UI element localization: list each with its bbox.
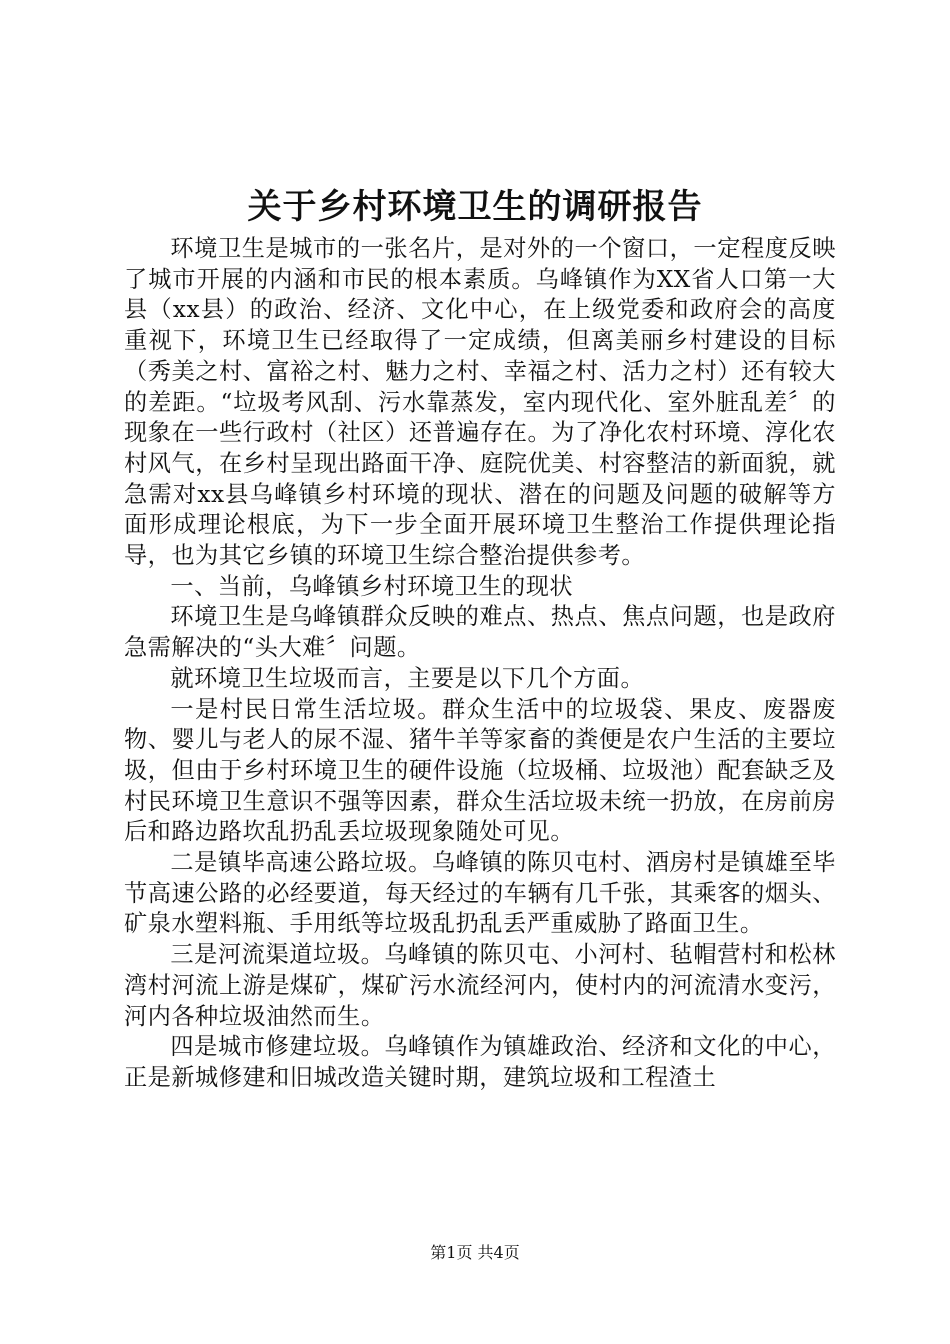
section-heading-1: 一、当前，乌峰镇乡村环境卫生的现状 xyxy=(170,572,574,600)
paragraph: 三是河流渠道垃圾。乌峰镇的陈贝屯、小河村、毡帽营村和松林湾村河流上游是煤矿，煤矿污水流经河内，使村内的河流清水变污，河内各种垃圾油然而生。 xyxy=(124,941,836,1030)
paragraph-intro: 环境卫生是城市的一张名片，是对外的一个窗口，一定程度反映了城市开展的内涵和市民的根本素质。乌峰镇作为XX省人口第一大县（xx县）的政治、经济、文化中心，在上级党委和政府会的高度重视下，环境卫生已经取得了一定成绩，但离美丽乡村建设的目标（秀美之村、富裕之村、魅力之村、幸福之村、活力之村）还有较大的差距。“垃圾考风刮、污水靠蒸发，室内现代化、室外脏乱差〞的现象在一些行政村（社区）还普遍存在。为了净化农村环境、淳化农村风气，在乡村呈现出路面干净、庭院优美、村容整洁的新面貌，就急需对xx县乌峰镇乡村环境的现状、潜在的问题及问题的破解等方面形成理论根底，为下一步全面开展环境卫生整治工作提供理论指导，也为其它乡镇的环境卫生综合整治提供参考。 xyxy=(124,235,836,570)
paragraph: 环境卫生是乌峰镇群众反映的难点、热点、焦点问题，也是政府急需解决的“头大难〞问题。 xyxy=(124,603,836,662)
document-body xyxy=(124,234,836,1094)
paragraph: 一是村民日常生活垃圾。群众生活中的垃圾袋、果皮、废器废物、婴儿与老人的尿不湿、猪牛羊等家畜的粪便是农户生活的主要垃圾，但由于乡村环境卫生的硬件设施（垃圾桶、垃圾池）配套缺乏及村民环境卫生意识不强等因素，群众生活垃圾未统一扔放，在房前房后和路边路坎乱扔乱丢垃圾现象随处可见。 xyxy=(124,695,836,846)
paragraph: 就环境卫生垃圾而言，主要是以下几个方面。 xyxy=(170,664,645,692)
page-number-footer: 第1页 共4页 xyxy=(430,1243,520,1262)
paragraph: 四是城市修建垃圾。乌峰镇作为镇雄政治、经济和文化的中心，正是新城修建和旧城改造关键时期，建筑垃圾和工程渣土 xyxy=(124,1033,836,1091)
document-title: 关于乡村环境卫生的调研报告 xyxy=(247,187,703,227)
paragraph: 二是镇毕高速公路垃圾。乌峰镇的陈贝屯村、酒房村是镇雄至毕节高速公路的必经要道，每天经过的车辆有几千张，其乘客的烟头、矿泉水塑料瓶、手用纸等垃圾乱扔乱丢严重威胁了路面卫生。 xyxy=(124,849,836,938)
